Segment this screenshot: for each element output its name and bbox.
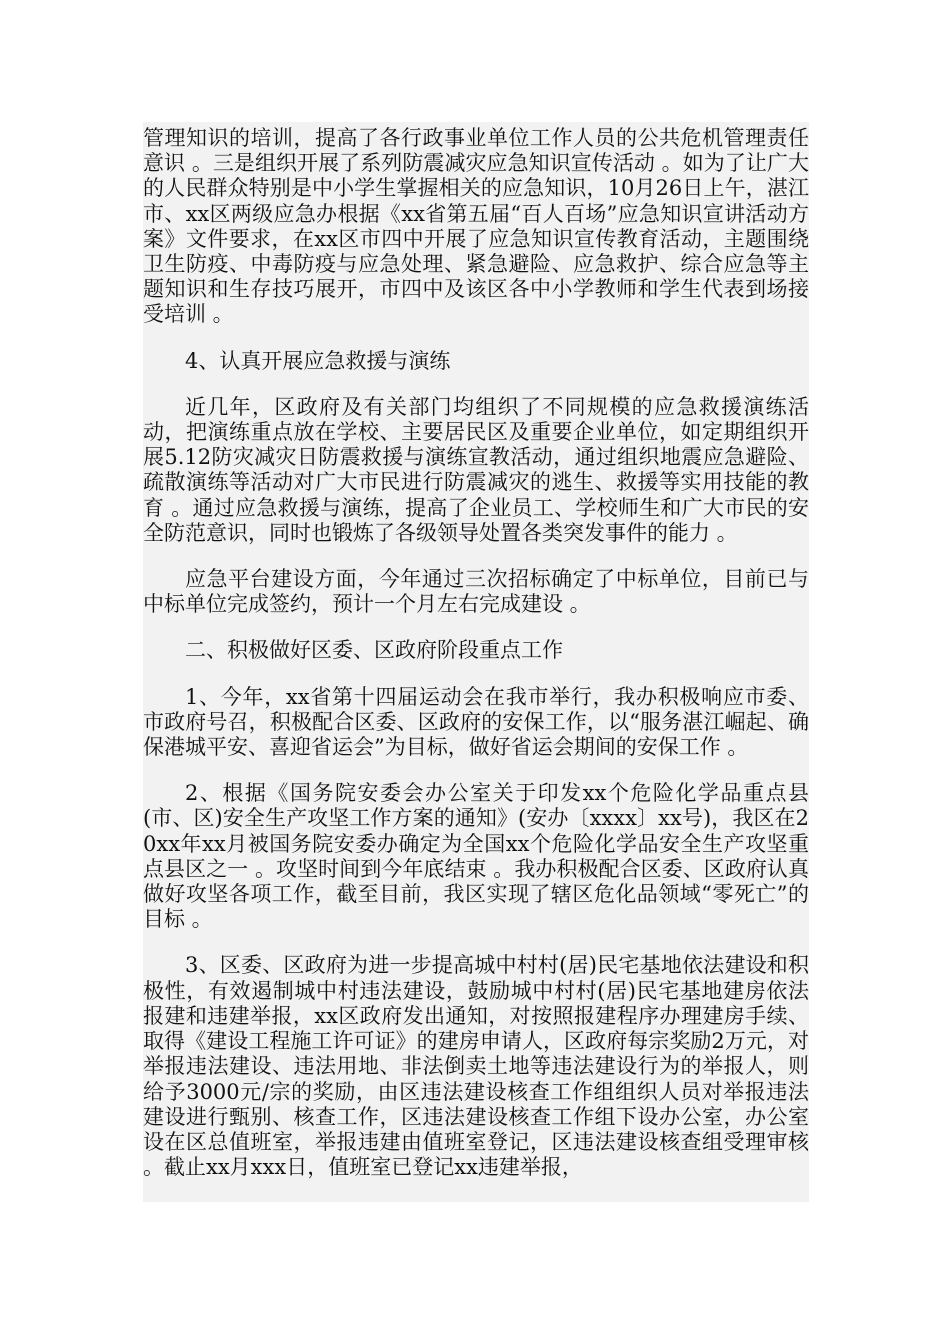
paragraph-emergency-platform: 应急平台建设方面，今年通过三次招标确定了中标单位，目前已与中标单位完成签约，预计一个月左右完成建设 。 <box>143 567 809 617</box>
paragraph-provincial-games: 1、今年，xx省第十四届运动会在我市举行，我办积极响应市委、市政府号召，积极配合区委、区政府的安保工作，以“服务湛江崛起、确保港城平安、喜迎省运会”为目标，做好省运会期间的安保工作 。 <box>143 684 809 760</box>
paragraph-rescue-drills: 近几年，区政府及有关部门均组织了不同规模的应急救援演练活动，把演练重点放在学校、主要居民区及重要企业单位，如定期组织开展5.12防灾减灾日防震救援与演练宣教活动，通过组织地震应急避险、疏散演练等活动对广大市民进行防震减灾的逃生、救援等实用技能的教育 。通过应急救援与演练，提高了企业员工、学校师生和广大市民的安全防范意识，同时也锻炼了各级领导处置各类突发事件的能力 。 <box>143 394 809 545</box>
paragraph-training-continuation: 管理知识的培训，提高了各行政事业单位工作人员的公共危机管理责任意识 。三是组织开展了系列防震减灾应急知识宣传活动 。如为了让广大的人民群众特别是中小学生掌握相关的应急知识，10月26日上午，湛江市、xx区两级应急办根据《xx省第五届“百人百场”应急知识宣讲活动方案》文件要求，在xx区市四中开展了应急知识宣传教育活动，主题围绕卫生防疫、中毒防疫与应急处理、紧急避险、应急救护、综合应急等主题知识和生存技巧展开，市四中及该区各中小学教师和学生代表到场接受培训 。 <box>143 126 809 327</box>
paragraph-hazardous-chemicals: 2、根据《国务院安委会办公室关于印发xx个危险化学品重点县(市、区)安全生产攻坚工作方案的通知》(安办〔xxxx〕xx号)，我区在20xx年xx月被国务院安委办确定为全国xx个危险化学品安全生产攻坚重点县区之一 。攻坚时间到今年底结束 。我办积极配合区委、区政府认真做好攻坚各项工作，截至目前，我区实现了辖区危化品领域“零死亡”的目标 。 <box>143 781 809 932</box>
paragraph-illegal-construction: 3、区委、区政府为进一步提高城中村村(居)民宅基地依法建设和积极性，有效遏制城中村违法建设，鼓励城中村村(居)民宅基地建房依法报建和违建举报，xx区政府发出通知，对按照报建程序办理建房手续、取得《建设工程施工许可证》的建房申请人，区政府每宗奖励2万元，对举报违法建设、违法用地、非法倒卖土地等违法建设行为的举报人，则给予3000元/宗的奖励，由区违法建设核查工作组组织人员对举报违法建设进行甄别、核查工作，区违法建设核查工作组下设办公室，办公室设在区总值班室，举报违建由值班室登记，区违法建设核查组受理审核 。截止xx月xxx日，值班室已登记xx违建举报， <box>143 953 809 1180</box>
document-body <box>143 122 809 1202</box>
section-heading-rescue-drills: 4、认真开展应急救援与演练 <box>185 348 451 373</box>
section-heading-key-work: 二、积极做好区委、区政府阶段重点工作 <box>185 638 563 663</box>
